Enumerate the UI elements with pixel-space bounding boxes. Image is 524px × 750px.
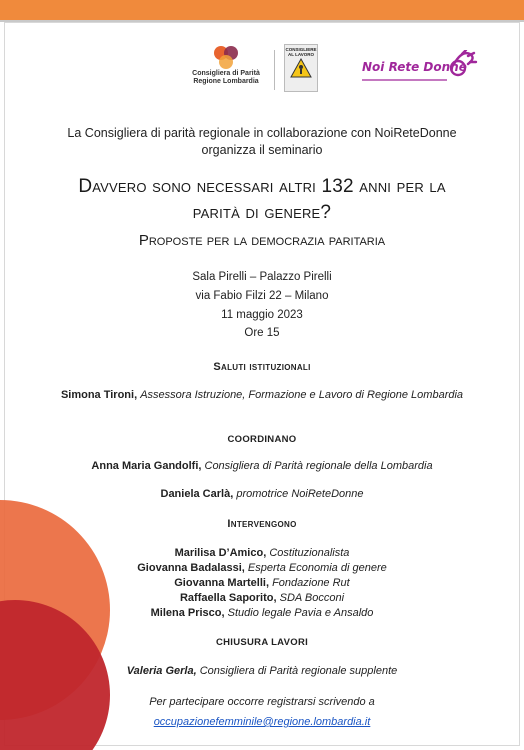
chiusura-row [0,665,524,677]
noi-rete-donne-wordmark: Noi Rete Donne [362,60,467,74]
consigliere-al-lavoro-logo [284,44,318,92]
lavoro-logo-title: CONSIGLIERE AL LAVORO [285,47,317,57]
event-venue: Sala Pirelli – Palazzo Pirelli [192,271,332,283]
coordinator-name: Daniela Carlà, [160,488,234,500]
chiusura-name: Valeria Gerla, [126,665,197,677]
consigliera-logo-line2: Regione Lombardia [193,78,259,85]
speaker-name: Milena Prisco, [150,607,225,619]
speaker-row [0,607,524,619]
page-subtitle: Proposte per la democrazia paritaria [138,232,386,249]
page-title-line-1: Davvero sono necessari altri 132 anni per la [78,176,446,197]
speaker-name: Raffaella Saporito, [179,592,277,604]
speaker-role: SDA Bocconi [279,592,345,604]
chiusura-heading: CHIUSURA LAVORI [215,637,309,648]
coordinator-role: Consigliera di Parità regionale della Lombardia [204,460,433,472]
intro-line-1: La Consigliera di parità regionale in collaborazione con NoiReteDonne [67,126,457,140]
event-address: via Fabio Filzi 22 – Milano [195,290,329,302]
saluti-speaker-name: Simona Tironi, [60,389,138,401]
speaker-name: Giovanna Martelli, [174,577,269,589]
saluti-speaker [0,389,524,401]
consigliera-logo [186,44,266,94]
saluti-speaker-role: Assessora Istruzione, Formazione e Lavoro di Regione Lombardia [140,389,464,401]
speaker-row [0,562,524,574]
logo-separator [274,50,275,90]
coordinator-role: promotrice NoiReteDonne [236,488,364,500]
speaker-role: Fondazione Rut [272,577,350,589]
register-text [0,696,524,708]
coordinator-name: Anna Maria Gandolfi, [91,460,202,472]
speaker-role: Studio legale Pavia e Ansaldo [227,607,374,619]
speaker-row [0,577,524,589]
ok-hand-icon [362,50,482,84]
coordinano-heading: COORDINANO [227,434,297,445]
email-link[interactable]: occupazionefemminile@regione.lombardia.it [153,716,371,728]
speaker-row [0,547,524,559]
top-accent-bar [0,0,524,20]
coordinator-row [0,488,524,500]
intervengono-heading: Intervengono [227,518,297,530]
coordinator-row [0,460,524,472]
chiusura-role: Consigliera di Parità regionale supplente [199,665,398,677]
email-row [0,712,524,730]
speaker-role: Costituzionalista [269,547,350,559]
event-time: Ore 15 [244,327,280,339]
page-title-line-2: parità di genere? [192,202,332,223]
event-date: 11 maggio 2023 [221,309,303,321]
warning-sign-icon [290,57,312,85]
saluti-heading: Saluti istituzionali [213,361,311,373]
register-text-label: Per partecipare occorre registrarsi scrivendo a [149,696,375,708]
intro-line-2: organizza il seminario [201,143,323,157]
speaker-role: Esperta Economia di genere [247,562,387,574]
consigliera-logo-mark [211,44,241,70]
speaker-row [0,592,524,604]
consigliera-logo-line1: Consigliera di Parità [192,70,260,77]
speaker-name: Marilisa D’Amico, [174,547,267,559]
speaker-name: Giovanna Badalassi, [137,562,245,574]
